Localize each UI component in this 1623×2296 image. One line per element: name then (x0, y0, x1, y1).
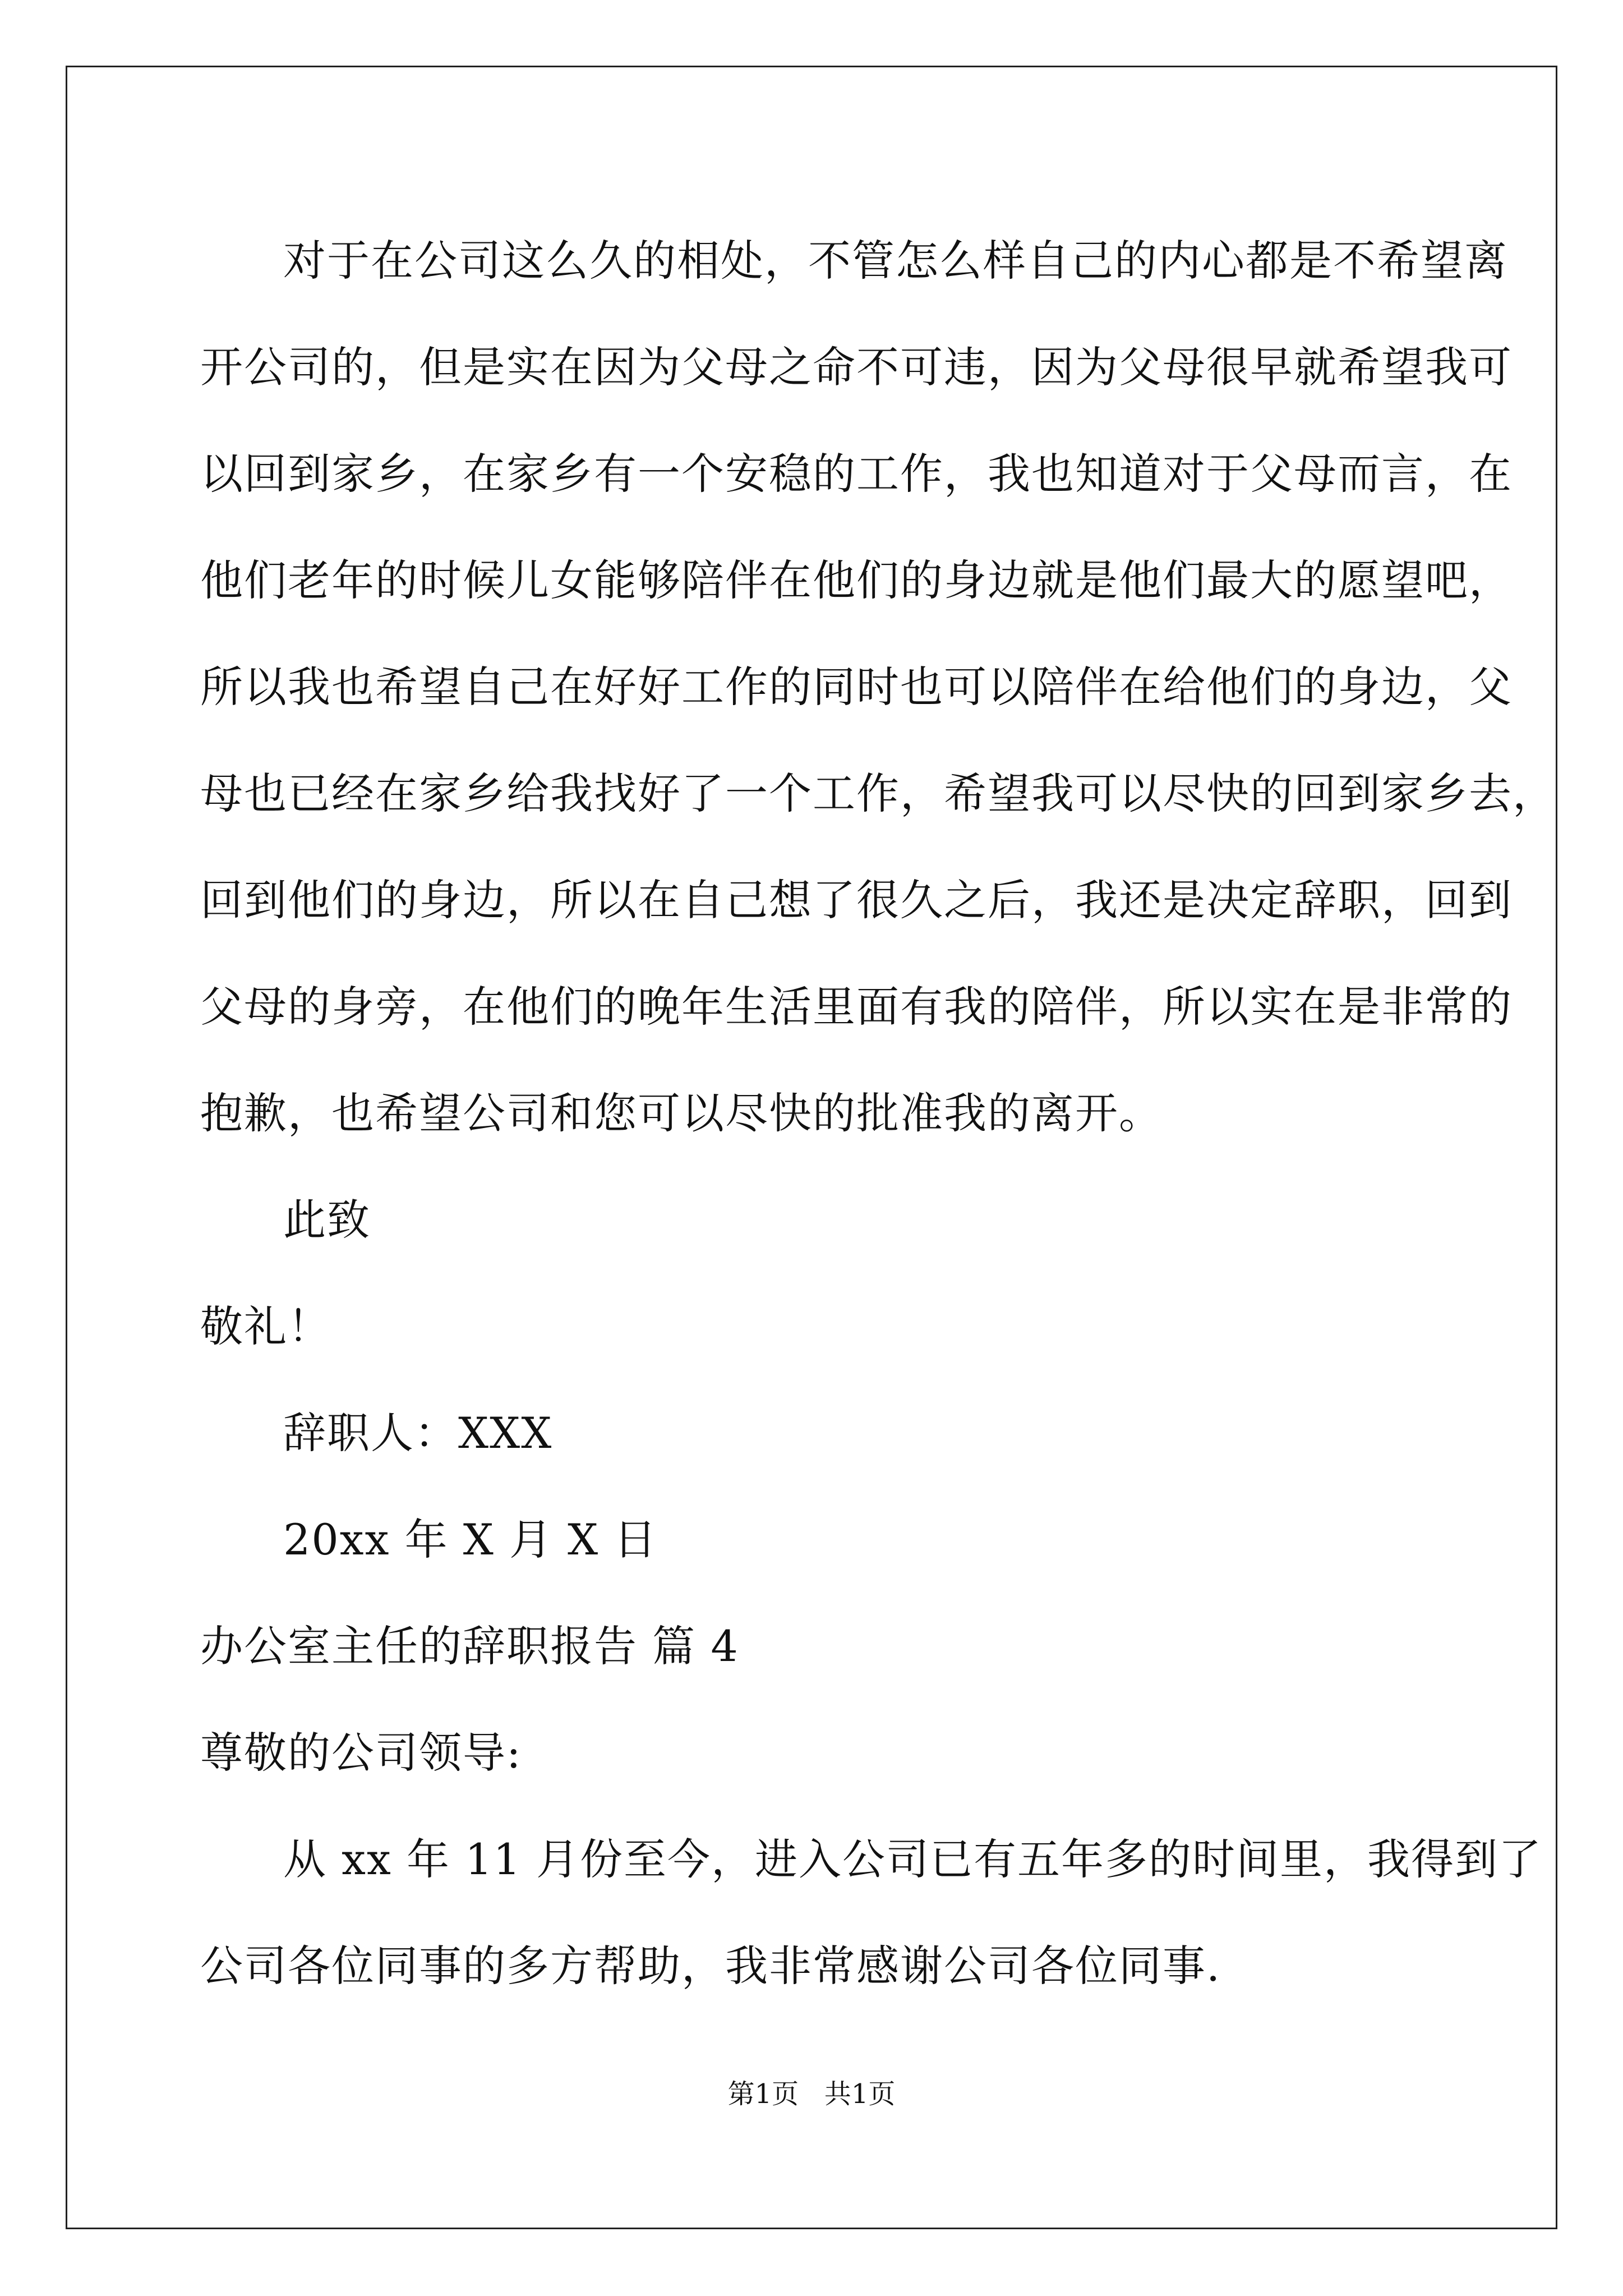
section-heading: 办公室主任的辞职报告 篇 4 (200, 1621, 739, 1671)
signature-name: 辞职人：XXX (283, 1408, 553, 1458)
letter-greeting: 尊敬的公司领导: (200, 1728, 522, 1778)
body-line: 回到他们的身边，所以在自己想了很久之后，我还是决定辞职，回到 (200, 875, 1513, 925)
salutation-closing: 此致 (283, 1195, 371, 1245)
body-line: 从 xx 年 11 月份至今，进入公司已有五年多的时间里，我得到了 (283, 1834, 1543, 1884)
body-line: 对于在公司这么久的相处，不管怎么样自己的内心都是不希望离 (283, 236, 1508, 286)
body-line: 抱歉，也希望公司和您可以尽快的批准我的离开。 (200, 1088, 1163, 1138)
page-footer: 第1页 共1页 (727, 2078, 896, 2110)
signature-date: 20xx 年 X 月 X 日 (283, 1515, 658, 1565)
document-body (200, 208, 1556, 2019)
body-line: 他们老年的时候儿女能够陪伴在他们的身边就是他们最大的愿望吧， (200, 555, 1513, 605)
body-line: 母也已经在家乡给我找好了一个工作，希望我可以尽快的回到家乡去， (200, 769, 1556, 818)
body-line: 所以我也希望自己在好好工作的同时也可以陪伴在给他们的身边，父 (200, 662, 1513, 712)
body-line: 公司各位同事的多方帮助，我非常感谢公司各位同事. (200, 1941, 1221, 1991)
body-line: 开公司的，但是实在因为父母之命不可违，因为父母很早就希望我可 (200, 342, 1513, 392)
salutation-regards: 敬礼！ (200, 1301, 331, 1351)
body-line: 父母的身旁，在他们的晚年生活里面有我的陪伴，所以实在是非常的 (200, 982, 1513, 1032)
body-line: 以回到家乡，在家乡有一个安稳的工作，我也知道对于父母而言，在 (200, 449, 1513, 499)
